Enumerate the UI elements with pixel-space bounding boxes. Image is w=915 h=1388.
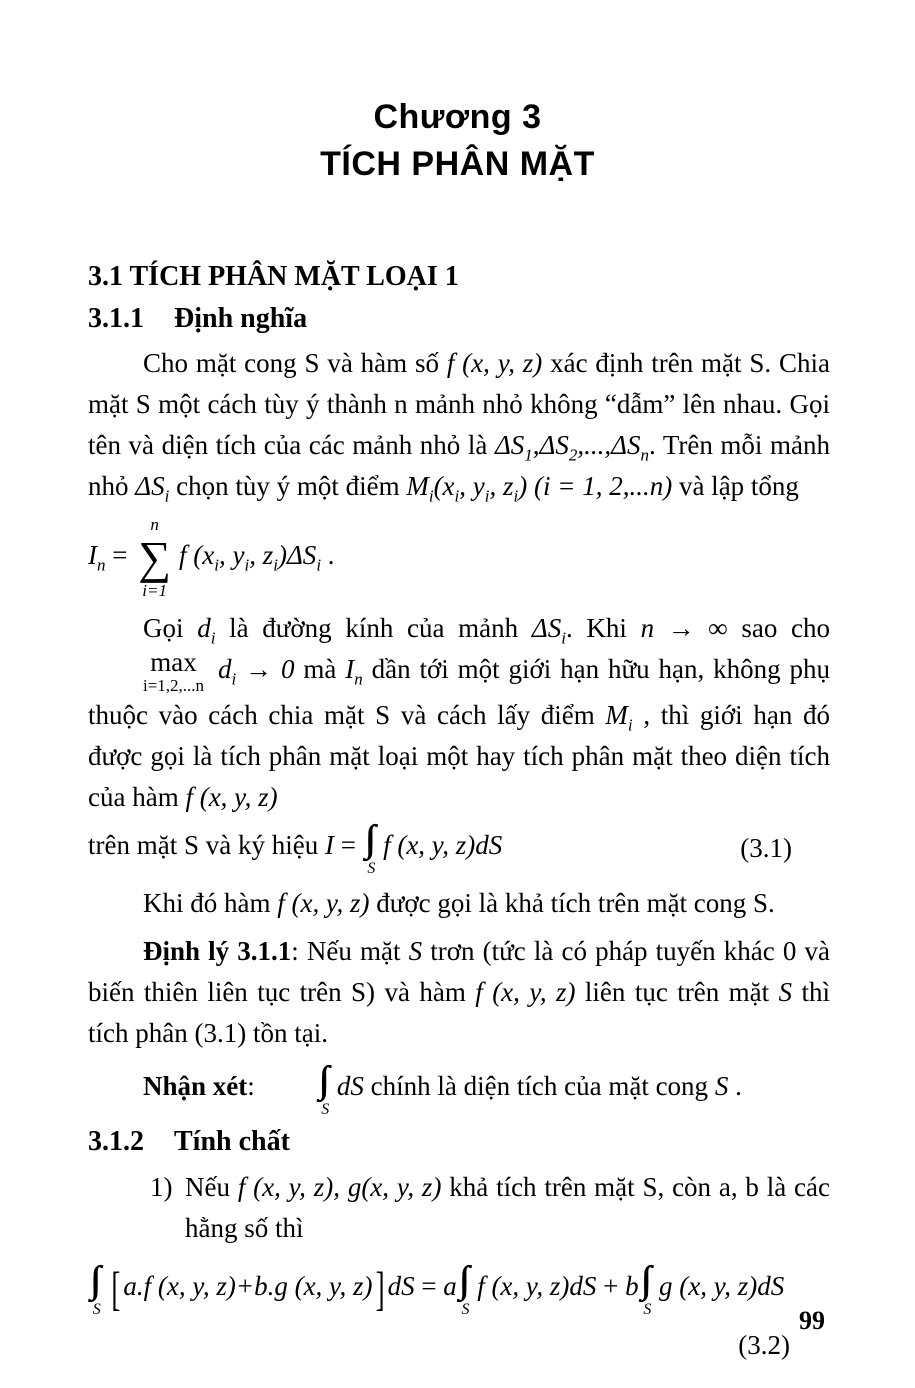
text-run: . <box>321 540 335 571</box>
math-run: S <box>408 936 423 966</box>
text-run: chính là diện tích của mặt cong <box>363 1071 715 1102</box>
text-run: chọn tùy ý một điểm <box>169 471 407 501</box>
math-run: f ($x_i$, $y_i$, $z_i)\Delta S_i$ <box>179 540 322 575</box>
text-run: , thì giới hạn đó được gọi là tích phân mặt loại một hay tích phân mặt theo diện tích của hàm <box>88 700 830 812</box>
text-run: là đường kính của mảnh <box>215 613 532 643</box>
text-run: dần tới một giới hạn hữu hạn, không phụ thuộc vào cách chia mặt S và cách lấy điểm <box>88 654 831 730</box>
subsection-number: 3.1.2 <box>88 1126 144 1157</box>
math-run: f (x, y, z)dS <box>383 830 503 861</box>
math-run: b <box>625 1271 639 1302</box>
text-run: . Khi <box>565 613 641 643</box>
formula-riemann-sum <box>88 515 830 601</box>
math-run: $I_n$ <box>345 654 363 689</box>
text-run: và lập tổng <box>672 471 799 501</box>
subsection-label: Định nghĩa <box>174 303 308 334</box>
text-run: Gọi <box>143 613 198 643</box>
text-run: : <box>247 1071 262 1102</box>
equation-number-3-2: (3.2) <box>738 1330 790 1360</box>
bracket: [ <box>111 1261 121 1315</box>
math-run: I <box>324 830 334 861</box>
formula-3-2 <box>88 1261 830 1317</box>
math-run: $\Delta S_i$ <box>531 613 566 648</box>
math-run: a <box>443 1271 457 1302</box>
equation-3-1-row <box>88 820 830 876</box>
double-integral-operator: S <box>461 1301 470 1318</box>
text-run: . <box>728 1071 742 1102</box>
text-run: xác định trên mặt S. Chia mặt S một cách tùy ý thành n mảnh nhỏ không “dẫm” lên nhau. Gọi tên và diện tích của các mảnh nhỏ là <box>88 348 830 460</box>
text-run: = <box>414 1271 444 1302</box>
max-operator: max i=1,2,...n <box>143 647 205 695</box>
paragraph-definition-intro <box>88 343 830 507</box>
text-run: : Nếu mặt <box>291 936 409 966</box>
math-run: g (x, y, z)dS <box>659 1271 785 1302</box>
paragraph-remark <box>88 1061 830 1117</box>
text-run: trơn (tức là có pháp tuyến khác 0 và biến thiên liên tục trên S) và hàm <box>88 936 830 1007</box>
bracket: ] <box>375 1261 385 1315</box>
double-integral-operator: S <box>643 1301 652 1318</box>
math-run: $\Delta S_i$ <box>135 471 170 506</box>
text-run: + <box>596 1271 626 1302</box>
section-heading-3-1: 3.1 TÍCH PHÂN MẶT LOẠI 1 <box>88 261 459 292</box>
math-run: $M_i$ <box>605 700 633 735</box>
text-run: Khi đó hàm <box>143 888 278 918</box>
text-run: = <box>333 830 363 861</box>
double-integral-operator: S <box>367 860 376 877</box>
equation-3-1 <box>88 820 502 876</box>
math-run: f (x, y, z) <box>277 888 370 918</box>
bold-run: Định lý 3.1.1 <box>143 936 292 966</box>
math-run: $I_n$ <box>88 540 106 575</box>
text-run: được gọi là khả tích trên mặt cong S. <box>369 888 775 918</box>
page-content <box>88 260 830 1366</box>
text-run: khả tích trên mặt S, còn a, b là các hằng số thì <box>185 1172 831 1243</box>
property-1-text <box>185 1167 830 1249</box>
subsection-number: 3.1.1 <box>88 303 144 334</box>
paragraph-theorem-3-1-1 <box>88 931 830 1054</box>
subsection-label: Tính chất <box>174 1126 290 1157</box>
property-list-item-1 <box>150 1167 830 1249</box>
math-run: $M_i(x_i$, $y_i$, $z_i$) (i = 1, 2,...n) <box>406 471 673 506</box>
text-run: = <box>105 540 135 571</box>
math-run: $d_i$ <box>197 613 216 648</box>
bold-run: Nhận xét <box>143 1071 248 1102</box>
text-run: mà <box>294 654 346 685</box>
text-run: Cho mặt cong S và hàm số <box>143 348 447 378</box>
math-run: f (x, y, z)dS <box>477 1271 597 1302</box>
sum-operator: n ∑ i=1 <box>138 515 172 600</box>
chapter-title: TÍCH PHÂN MẶT <box>320 145 595 183</box>
double-integral-operator: S <box>92 1301 101 1318</box>
chapter-title-block <box>0 0 915 188</box>
math-run: S <box>714 1071 729 1102</box>
text-run: liên tục trên mặt <box>575 977 779 1007</box>
math-run: f (x, y, z) <box>185 782 278 812</box>
double-integral-operator: S <box>321 1101 330 1118</box>
math-run: n → ∞ <box>640 613 728 643</box>
list-item-marker: 1) <box>150 1172 173 1202</box>
math-run: $\Delta S_1,\Delta S_2,...,\Delta S_n$ <box>494 430 650 465</box>
paragraph-integrable <box>88 883 830 924</box>
text-run: Nếu <box>185 1172 238 1202</box>
subsection-heading-3-1-1 <box>88 302 830 336</box>
math-run: dS <box>387 1271 415 1302</box>
chapter-number: Chương 3 <box>373 98 542 136</box>
text-run: . Trên mỗi mảnh nhỏ <box>88 430 830 501</box>
math-run: a.f (x, y, z)+b.g (x, y, z) <box>123 1271 373 1302</box>
page-number: 99 <box>799 1306 825 1335</box>
text-run: trên mặt S và ký hiệu <box>88 830 325 861</box>
subsection-heading-3-1-2 <box>88 1125 830 1159</box>
math-run: f (x, y, z) <box>446 348 543 378</box>
math-run: f (x, y, z) <box>475 977 576 1007</box>
text-run: thì tích phân (3.1) tồn tại. <box>88 977 830 1048</box>
math-run: f (x, y, z), g(x, y, z) <box>237 1172 442 1202</box>
text-run: sao cho <box>727 613 831 643</box>
equation-number-3-1: (3.1) <box>740 832 792 863</box>
math-run: $d_i \to 0$ <box>209 654 295 689</box>
math-run: dS <box>336 1071 364 1102</box>
paragraph-limit-definition <box>88 608 830 818</box>
math-run: S <box>778 977 793 1007</box>
